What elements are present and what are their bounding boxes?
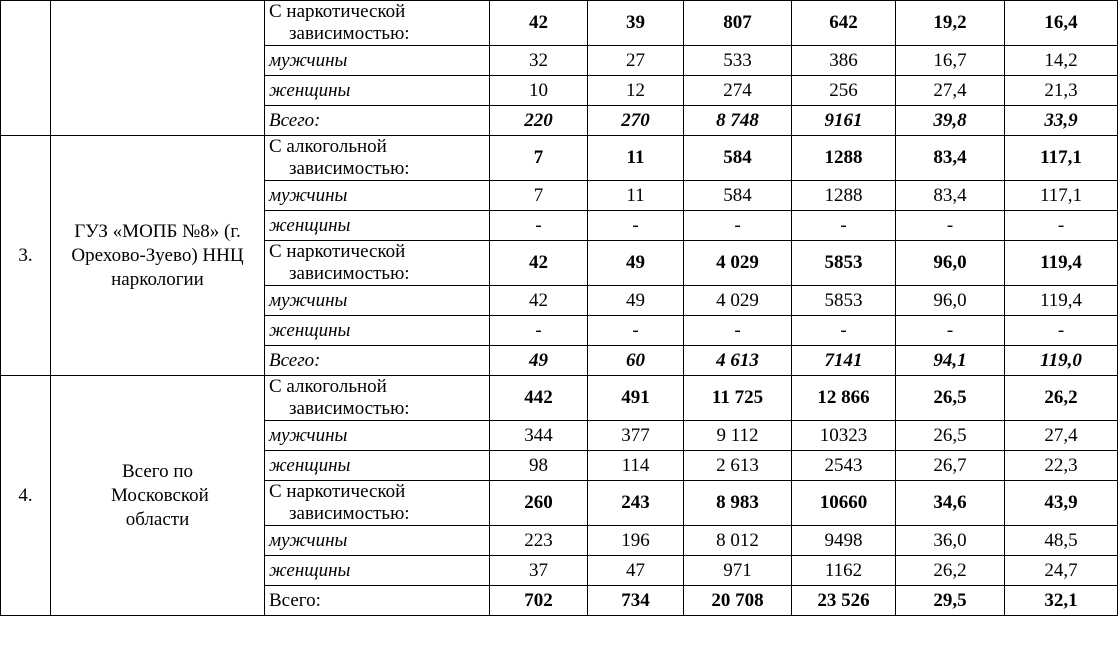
table-cell: 386 — [792, 46, 896, 76]
table-cell: 243 — [588, 481, 684, 526]
org-name — [51, 1, 265, 136]
row-label: женщины — [265, 76, 490, 106]
table-cell: 39,8 — [896, 106, 1005, 136]
table-cell: 274 — [684, 76, 792, 106]
table-cell: - — [792, 316, 896, 346]
table-cell: 14,2 — [1005, 46, 1118, 76]
table-cell: 26,2 — [896, 556, 1005, 586]
table-cell: 4 029 — [684, 286, 792, 316]
table-cell: 584 — [684, 181, 792, 211]
table-cell: 36,0 — [896, 526, 1005, 556]
table-cell: 5853 — [792, 286, 896, 316]
table-cell: 377 — [588, 421, 684, 451]
table-cell: 42 — [490, 1, 588, 46]
table-cell: 11 725 — [684, 376, 792, 421]
row-label: мужчины — [265, 181, 490, 211]
table-cell: 42 — [490, 241, 588, 286]
table-cell: 37 — [490, 556, 588, 586]
table-cell: 4 029 — [684, 241, 792, 286]
table-cell: 223 — [490, 526, 588, 556]
table-cell: 10 — [490, 76, 588, 106]
table-cell: - — [1005, 316, 1118, 346]
table-cell: 260 — [490, 481, 588, 526]
table-cell: - — [588, 316, 684, 346]
table-cell: 4 613 — [684, 346, 792, 376]
table-cell: 10660 — [792, 481, 896, 526]
table-cell: 256 — [792, 76, 896, 106]
table-cell: 971 — [684, 556, 792, 586]
row-label-line: С алкогольной — [269, 376, 387, 397]
table-cell: 12 866 — [792, 376, 896, 421]
table-cell: 26,5 — [896, 421, 1005, 451]
row-label-line: С наркотической — [269, 481, 406, 502]
row-label: мужчины — [265, 526, 490, 556]
table-cell: 39 — [588, 1, 684, 46]
table-cell: 11 — [588, 181, 684, 211]
table-cell: 117,1 — [1005, 181, 1118, 211]
table-cell: 23 526 — [792, 586, 896, 616]
table-row — [1, 1, 1118, 46]
table-cell: 49 — [588, 241, 684, 286]
table-cell: - — [896, 211, 1005, 241]
table-cell: 34,6 — [896, 481, 1005, 526]
table-cell: 7141 — [792, 346, 896, 376]
table-cell: 83,4 — [896, 181, 1005, 211]
table-cell: 33,9 — [1005, 106, 1118, 136]
row-label: мужчины — [265, 286, 490, 316]
table-cell: 220 — [490, 106, 588, 136]
org-name: ГУЗ «МОПБ №8» (г. Орехово-Зуево) ННЦ наркологии — [51, 136, 265, 376]
row-label: Всего: — [265, 106, 490, 136]
table-cell: 1162 — [792, 556, 896, 586]
table-cell: 8 983 — [684, 481, 792, 526]
table-cell: 27,4 — [1005, 421, 1118, 451]
row-label-line: С алкогольной — [269, 136, 387, 157]
table-cell: 16,7 — [896, 46, 1005, 76]
table-cell: 270 — [588, 106, 684, 136]
table-cell: 96,0 — [896, 241, 1005, 286]
table-cell: 7 — [490, 136, 588, 181]
table-cell: 48,5 — [1005, 526, 1118, 556]
table-cell: - — [490, 316, 588, 346]
table-cell: 114 — [588, 451, 684, 481]
table-cell: 11 — [588, 136, 684, 181]
table-cell: 12 — [588, 76, 684, 106]
table-cell: 117,1 — [1005, 136, 1118, 181]
table-cell: 7 — [490, 181, 588, 211]
table-cell: 27 — [588, 46, 684, 76]
table-cell: 196 — [588, 526, 684, 556]
table-cell: 2 613 — [684, 451, 792, 481]
row-label: женщины — [265, 451, 490, 481]
row-label-line: зависимостью: — [289, 503, 410, 524]
table-cell: 119,4 — [1005, 241, 1118, 286]
table-cell: 19,2 — [896, 1, 1005, 46]
row-label-line: зависимостью: — [289, 263, 410, 284]
table-cell: 20 708 — [684, 586, 792, 616]
table-cell: 94,1 — [896, 346, 1005, 376]
table-cell: - — [792, 211, 896, 241]
table-cell: 533 — [684, 46, 792, 76]
table-cell: 42 — [490, 286, 588, 316]
table-cell: - — [1005, 211, 1118, 241]
table-cell: 2543 — [792, 451, 896, 481]
table-cell: 344 — [490, 421, 588, 451]
row-label: Всего: — [265, 346, 490, 376]
table-cell: 21,3 — [1005, 76, 1118, 106]
table-cell: - — [490, 211, 588, 241]
table-cell: 29,5 — [896, 586, 1005, 616]
table-cell: 60 — [588, 346, 684, 376]
row-label: мужчины — [265, 421, 490, 451]
table-cell: 1288 — [792, 181, 896, 211]
row-index: 3. — [1, 136, 51, 376]
table-cell: 26,5 — [896, 376, 1005, 421]
table-cell: 734 — [588, 586, 684, 616]
table-cell: 5853 — [792, 241, 896, 286]
row-label: женщины — [265, 211, 490, 241]
table-cell: 584 — [684, 136, 792, 181]
org-name: Всего по Московской области — [51, 376, 265, 616]
table-cell: 27,4 — [896, 76, 1005, 106]
row-index — [1, 1, 51, 136]
row-label: Всего: — [265, 586, 490, 616]
table-cell: 26,2 — [1005, 376, 1118, 421]
table-cell: 26,7 — [896, 451, 1005, 481]
row-label: мужчины — [265, 46, 490, 76]
table-cell: 491 — [588, 376, 684, 421]
table-cell: 9 112 — [684, 421, 792, 451]
table-cell: 642 — [792, 1, 896, 46]
table-cell: - — [588, 211, 684, 241]
table-cell: 702 — [490, 586, 588, 616]
table-cell: 8 748 — [684, 106, 792, 136]
table-cell: 10323 — [792, 421, 896, 451]
table-cell: 119,0 — [1005, 346, 1118, 376]
row-label-line: С наркотической — [269, 241, 406, 262]
table-cell: 22,3 — [1005, 451, 1118, 481]
table-cell: 83,4 — [896, 136, 1005, 181]
row-label: женщины — [265, 316, 490, 346]
table-cell: 32 — [490, 46, 588, 76]
row-label — [265, 376, 490, 421]
table-cell: 807 — [684, 1, 792, 46]
table-cell: 96,0 — [896, 286, 1005, 316]
table-cell: 49 — [490, 346, 588, 376]
table-cell: 442 — [490, 376, 588, 421]
row-label — [265, 1, 490, 46]
table-cell: - — [896, 316, 1005, 346]
table-cell: 24,7 — [1005, 556, 1118, 586]
row-label-line: зависимостью: — [289, 23, 410, 44]
table-cell: 8 012 — [684, 526, 792, 556]
table-cell: 119,4 — [1005, 286, 1118, 316]
table-cell: 98 — [490, 451, 588, 481]
row-label-line: зависимостью: — [289, 158, 410, 179]
table-cell: 9498 — [792, 526, 896, 556]
row-index: 4. — [1, 376, 51, 616]
row-label — [265, 136, 490, 181]
table-cell: 47 — [588, 556, 684, 586]
table-cell: 43,9 — [1005, 481, 1118, 526]
table-cell: 32,1 — [1005, 586, 1118, 616]
row-label-line: С наркотической — [269, 1, 406, 22]
table-cell: - — [684, 211, 792, 241]
row-label: женщины — [265, 556, 490, 586]
table-cell: 16,4 — [1005, 1, 1118, 46]
table-cell: - — [684, 316, 792, 346]
table-row — [1, 376, 1118, 421]
table-cell: 49 — [588, 286, 684, 316]
table-cell: 1288 — [792, 136, 896, 181]
row-label — [265, 241, 490, 286]
row-label-line: зависимостью: — [289, 398, 410, 419]
table-row — [1, 136, 1118, 181]
table-cell: 9161 — [792, 106, 896, 136]
row-label — [265, 481, 490, 526]
